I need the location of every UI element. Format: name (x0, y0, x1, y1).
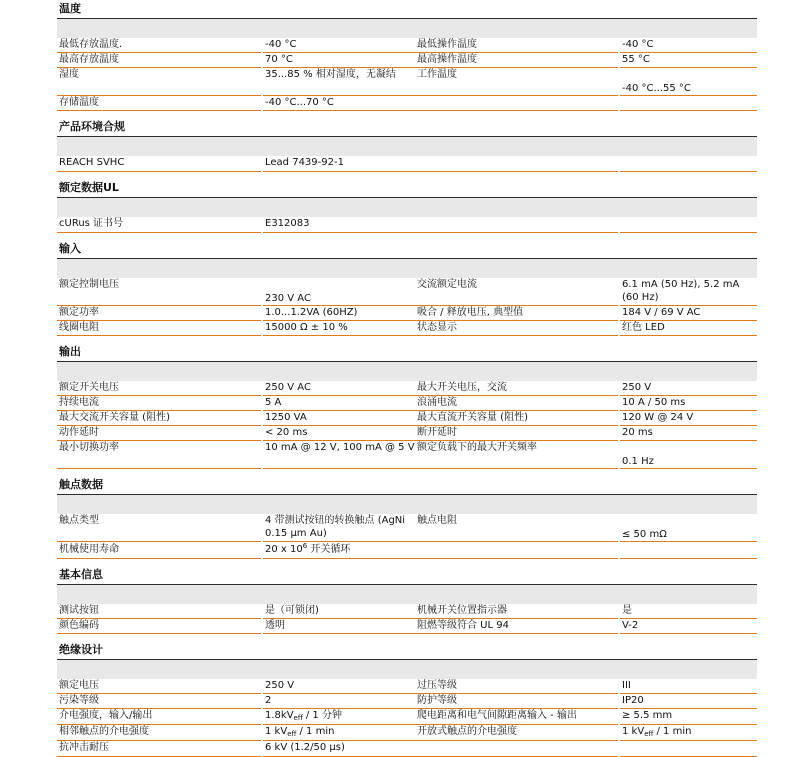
param-value: ≥ 5.5 mm (620, 709, 757, 725)
param-label-text: 触点类型 (59, 515, 99, 526)
section-environment (57, 118, 757, 172)
param-label (57, 278, 261, 306)
section-title: 绝缘设计 (57, 641, 757, 660)
param-label (415, 278, 618, 306)
param-value (620, 217, 757, 233)
table-row (57, 604, 757, 619)
param-value (263, 709, 415, 725)
table-row (57, 441, 757, 469)
diel-open-suffix: / 1 min (653, 726, 692, 737)
param-label: 爬电距离和电气间隙距离输入 - 输出 (415, 709, 618, 725)
table-row (57, 321, 757, 336)
param-label: 污染等级 (57, 694, 261, 709)
table-row (57, 426, 757, 441)
param-value: V-2 (620, 619, 757, 634)
section-contact-data (57, 476, 757, 559)
param-label: 存储温度 (57, 96, 261, 111)
param-value (263, 278, 415, 306)
param-label: 防护等级 (415, 694, 618, 709)
diel-io-value: 1.8kV (265, 710, 294, 721)
table-row (57, 411, 757, 426)
table-row (57, 156, 757, 172)
section-band (57, 19, 757, 38)
param-label (415, 514, 618, 542)
param-label-text: 最小切换功率 (59, 442, 119, 453)
section-temperature (57, 0, 757, 111)
param-value: 2 (263, 694, 415, 709)
param-label (415, 542, 618, 559)
diel-adj-suffix: / 1 min (296, 726, 335, 737)
table-row (57, 306, 757, 321)
section-band (57, 362, 757, 381)
param-label: 断开延时 (415, 426, 618, 441)
param-label: 吸合 / 释放电压, 典型值 (415, 306, 618, 321)
param-label: 动作延时 (57, 426, 261, 441)
param-label (57, 514, 261, 542)
param-value (263, 441, 415, 469)
param-value (620, 725, 757, 741)
table-row (57, 217, 757, 233)
section-band (57, 198, 757, 217)
param-label-text: 触点电阻 (417, 515, 457, 526)
param-value: 15000 Ω ± 10 % (263, 321, 415, 336)
section-band (57, 585, 757, 604)
param-value: 120 W @ 24 V (620, 411, 757, 426)
param-label: 最低操作温度 (415, 38, 618, 53)
table-row (57, 514, 757, 542)
param-label: 介电强度，输入/输出 (57, 709, 261, 725)
table-row (57, 619, 757, 634)
param-value-text: 0.1 Hz (622, 456, 654, 467)
param-value: 70 °C (263, 53, 415, 68)
table-row (57, 53, 757, 68)
param-label: 阻燃等级符合 UL 94 (415, 619, 618, 634)
diel-adj-sub: eff (287, 730, 297, 738)
param-value-text: 6.1 mA (50 Hz), 5.2 mA (60 Hz) (622, 279, 740, 303)
param-label: 过压等级 (415, 679, 618, 694)
param-label (415, 741, 618, 757)
param-value-text: 10 mA @ 12 V, 100 mA @ 5 V (265, 442, 415, 453)
param-value: 250 V (263, 679, 415, 694)
param-label: 最高存放温度 (57, 53, 261, 68)
table-row (57, 694, 757, 709)
param-label: 相邻触点的介电强度 (57, 725, 261, 741)
param-label (415, 441, 618, 469)
param-value: 是 (620, 604, 757, 619)
param-label-text: 额定负载下的最大开关频率 (417, 442, 537, 453)
param-value: 红色 LED (620, 321, 757, 336)
param-value-text: 230 V AC (265, 293, 311, 304)
table-row (57, 741, 757, 757)
param-value: 1250 VA (263, 411, 415, 426)
table-row (57, 96, 757, 111)
section-input (57, 240, 757, 336)
param-value: 250 V AC (263, 381, 415, 396)
table-row (57, 542, 757, 559)
param-label: 浪涌电流 (415, 396, 618, 411)
param-value (620, 278, 757, 306)
param-label: 持续电流 (57, 396, 261, 411)
section-title: 产品环境合规 (57, 118, 757, 137)
table-row (57, 679, 757, 694)
param-label (415, 217, 618, 233)
param-value: E312083 (263, 217, 415, 233)
param-value (620, 68, 757, 96)
diel-io-suffix: / 1 分钟 (302, 710, 342, 721)
diel-open-sub: eff (644, 730, 654, 738)
param-value: -40 °C (620, 38, 757, 53)
param-value: Lead 7439-92-1 (263, 156, 415, 172)
param-label: 最低存放温度. (57, 38, 261, 53)
param-value (620, 441, 757, 469)
param-label: 最大直流开关容量 (阻性) (415, 411, 618, 426)
param-value (263, 542, 415, 559)
param-value: -40 °C (263, 38, 415, 53)
param-label: 最大开关电压，交流 (415, 381, 618, 396)
param-value: -40 °C...70 °C (263, 96, 415, 111)
param-label: 线圈电阻 (57, 321, 261, 336)
param-label: 额定功率 (57, 306, 261, 321)
param-value (620, 542, 757, 559)
section-output (57, 343, 757, 469)
diel-open-value: 1 kV (622, 726, 645, 737)
param-value (620, 96, 757, 111)
table-row (57, 709, 757, 725)
section-title: 额定数据UL (57, 179, 757, 198)
table-row (57, 725, 757, 741)
diel-adj-value: 1 kV (265, 726, 288, 737)
section-title: 基本信息 (57, 566, 757, 585)
section-ul-rating (57, 179, 757, 233)
param-value (263, 514, 415, 542)
life-base: 20 x 10 (265, 544, 303, 555)
param-value (263, 725, 415, 741)
param-value: IP20 (620, 694, 757, 709)
param-label: 状态显示 (415, 321, 618, 336)
param-value: 184 V / 69 V AC (620, 306, 757, 321)
param-label: 最大交流开关容量 (阻性) (57, 411, 261, 426)
table-row (57, 396, 757, 411)
param-value: 55 °C (620, 53, 757, 68)
section-title: 输出 (57, 343, 757, 362)
param-label-text: 额定控制电压 (59, 279, 119, 290)
param-value (620, 514, 757, 542)
param-label (57, 441, 261, 469)
life-suffix: 开关循环 (307, 544, 351, 555)
param-value-text: ≤ 50 mΩ (622, 529, 667, 540)
param-value (620, 156, 757, 172)
section-band (57, 259, 757, 278)
param-label: REACH SVHC (57, 156, 261, 172)
param-value: 6 kV (1.2/50 µs) (263, 741, 415, 757)
param-value: III (620, 679, 757, 694)
param-label: 开放式触点的介电强度 (415, 725, 618, 741)
param-label (57, 68, 261, 96)
param-label-text: 工作温度 (417, 69, 457, 80)
section-title: 触点数据 (57, 476, 757, 495)
table-row (57, 38, 757, 53)
section-band (57, 660, 757, 679)
param-value: 250 V (620, 381, 757, 396)
life-exponent: 6 (302, 542, 308, 550)
param-label (415, 156, 618, 172)
param-label (415, 96, 618, 111)
param-value: 透明 (263, 619, 415, 634)
param-label: cURus 证书号 (57, 217, 261, 233)
param-value-text: -40 °C...55 °C (622, 83, 691, 94)
param-value: 10 A / 50 ms (620, 396, 757, 411)
param-value (620, 741, 757, 757)
section-band (57, 137, 757, 156)
table-row (57, 278, 757, 306)
table-row (57, 68, 757, 96)
param-value (263, 68, 415, 96)
param-label: 额定开关电压 (57, 381, 261, 396)
param-value: 1.0...1.2VA (60HZ) (263, 306, 415, 321)
param-label: 抗冲击耐压 (57, 741, 261, 757)
section-general-info (57, 566, 757, 634)
param-value-text: 35...85 % 相对湿度，无凝结 (265, 69, 396, 80)
param-label: 机械开关位置指示器 (415, 604, 618, 619)
param-value-text: 4 带测试按钮的转换触点 (AgNi 0.15 µm Au) (265, 515, 406, 539)
diel-io-sub: eff (293, 714, 303, 722)
param-label (415, 68, 618, 96)
param-label: 最高操作温度 (415, 53, 618, 68)
param-value: 5 A (263, 396, 415, 411)
param-label: 机械使用寿命 (57, 542, 261, 559)
param-value: 是（可锁闭) (263, 604, 415, 619)
section-title: 输入 (57, 240, 757, 259)
param-label-text: 交流额定电流 (417, 279, 477, 290)
section-insulation (57, 641, 757, 757)
param-label: 额定电压 (57, 679, 261, 694)
param-label: 颜色编码 (57, 619, 261, 634)
section-band (57, 495, 757, 514)
table-row (57, 381, 757, 396)
param-value: < 20 ms (263, 426, 415, 441)
param-label-text: 湿度 (59, 69, 79, 80)
param-label: 测试按钮 (57, 604, 261, 619)
param-value: 20 ms (620, 426, 757, 441)
section-title: 温度 (57, 0, 757, 19)
